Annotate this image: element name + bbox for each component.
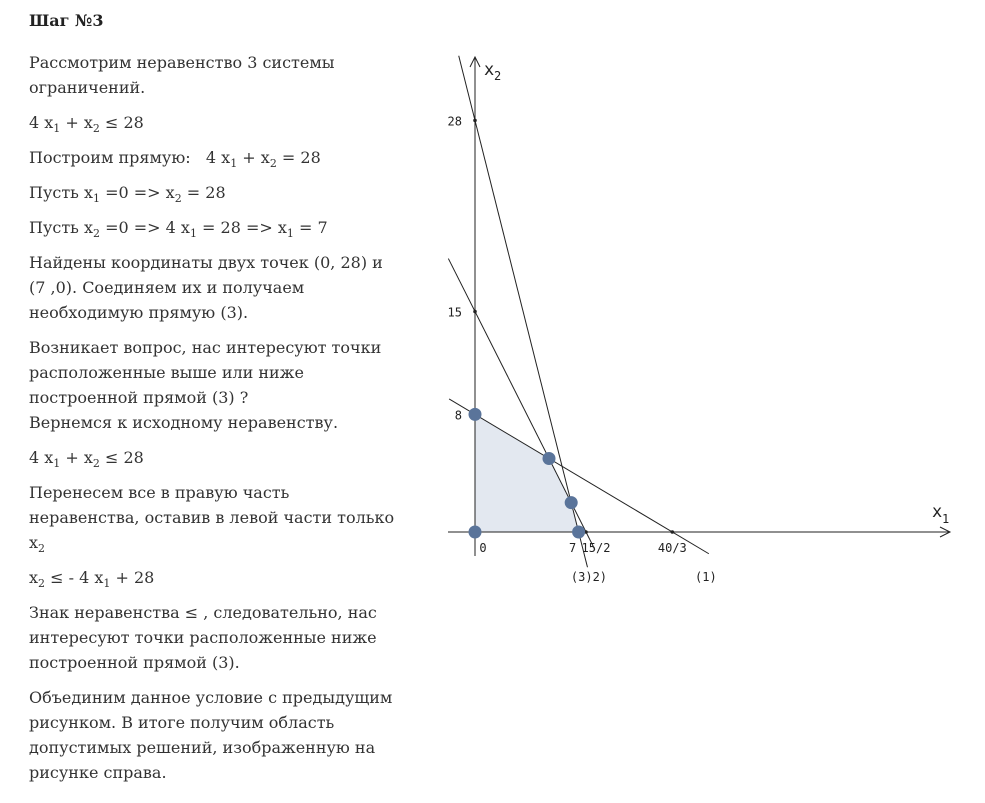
build-line: Построим прямую: 4 $x_1 + x_2 = 28$ [29,148,321,170]
inequality-original: 4 $x_1 + x_2 \le 28$ [29,113,144,135]
paragraph-combine: Объединим данное условие с предыдущим рисунком. В итоге получим область допустимых решений, изображенную на рисунке справа. [29,688,393,782]
x-tick-label: 0 [479,541,487,555]
y-axis-label-subscript: 2 [494,69,502,83]
let-x2-zero: Пусть $x_2 =0 => 4$ $x_1 = 28 => x_1 = 7$ [29,218,328,240]
feasible-region [475,414,579,532]
x-tick-label: 7 [568,541,577,555]
line-label: (3)2) [570,570,608,584]
x-tick-label: 15/2 [581,541,611,555]
inequality-repeat: 4 $x_1 + x_2 \le 28$ [29,448,144,470]
paragraph-sign: Знак неравенства ≤ , следовательно, нас интересуют точки расположенные ниже построенной прямой (3). [29,603,377,672]
y-tick-dot [473,310,477,314]
x-axis-label-subscript: 1 [942,512,950,526]
vertex-point [565,496,578,509]
y-tick-label: 15 [447,305,462,320]
paragraph-points-found: Найдены координаты двух точек (0, 28) и (7 ,0). Соединяем их и получаем необходимую прямую (3). [29,253,383,322]
vertex-point [469,526,482,539]
y-tick-label: 8 [454,408,462,423]
paragraph-move: Перенесем все в правую часть неравенства, оставив в левой части только $x_2$ [29,483,395,555]
line-label: (1) [695,570,717,584]
paragraph-consider: Рассмотрим неравенство 3 системы ограничений. [29,53,335,97]
vertex-point [543,452,556,465]
question-text: Возникает вопрос, нас интересуют точки расположенные выше или ниже построенной прямой (3) ? [29,338,382,407]
x-tick-dot [671,530,675,534]
x-axis-label: x [932,502,943,522]
return-text: Вернемся к исходному неравенству. [29,413,339,432]
let-x1-zero: Пусть $x_1 =0 => x_2 = 28$ [29,183,226,205]
step-heading: Шаг №3 [29,11,104,30]
y-tick-label: 28 [447,114,462,129]
vertex-point [469,408,482,421]
y-axis-label: x [484,60,495,80]
vertex-point [572,526,585,539]
inequality-solved: $x_2$ ≤ - 4 $x_1 + 28$ [29,568,155,590]
y-tick-dot [473,119,477,123]
x-tick-label: 40/3 [657,541,687,555]
